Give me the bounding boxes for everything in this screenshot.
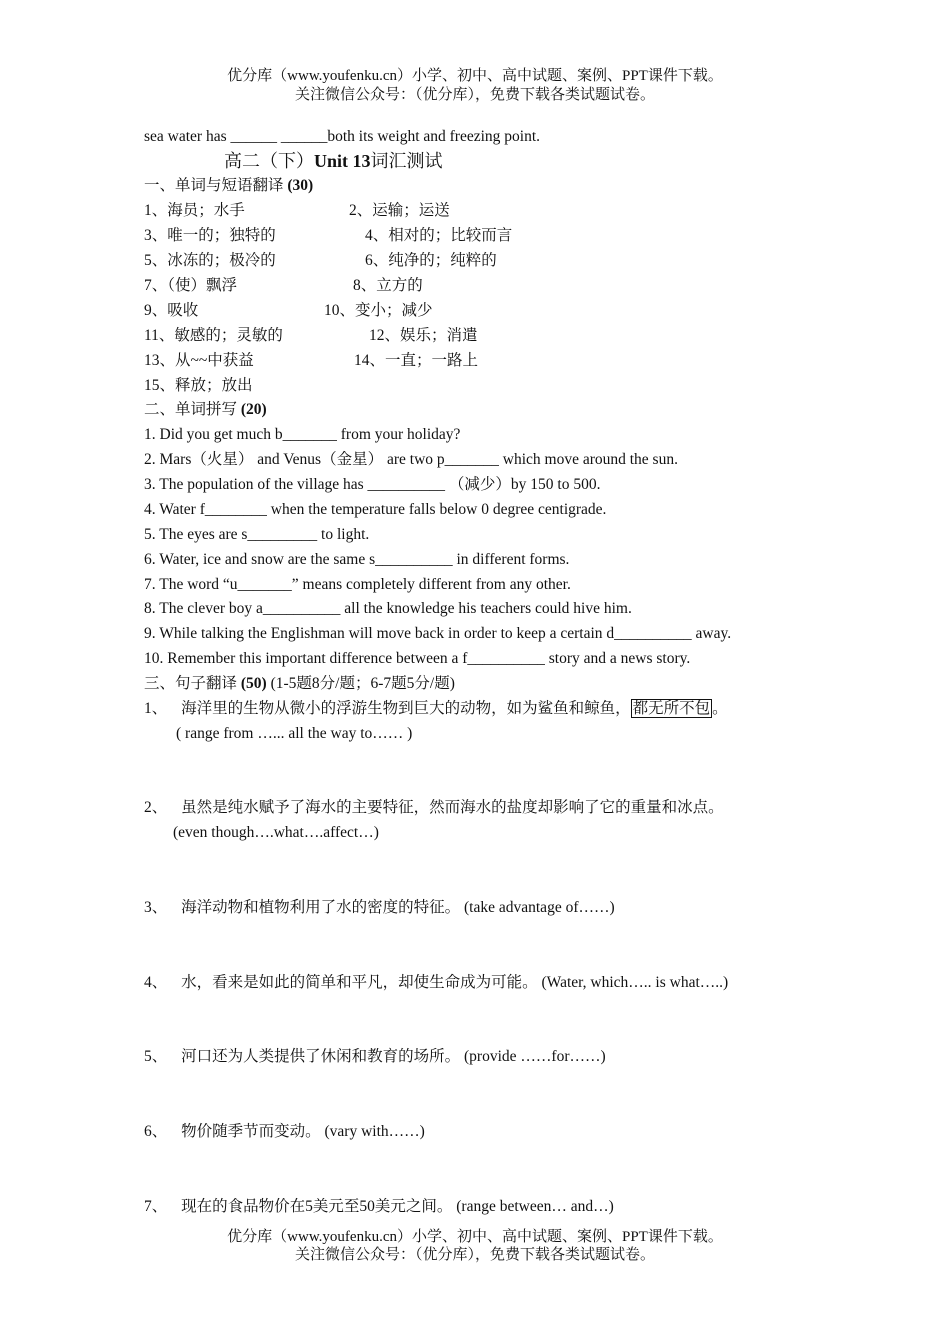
item-text: 海洋动物和植物利用了水的密度的特征。 (take advantage of……): [181, 899, 615, 916]
title-suffix: 词汇测试: [370, 151, 443, 171]
vocab-item: 4、相对的；比较而言: [365, 227, 513, 244]
carryover-line: sea water has ______ ______both its weight and freezing point.: [144, 128, 541, 145]
vocab-item: 7、（使）飘浮: [144, 277, 238, 294]
vocab-row: [144, 351, 479, 371]
section1-score: (30): [287, 177, 314, 194]
header-line-1: 优分库（www.youfenku.cn）小学、初中、高中试题、案例、PPT课件下载。: [227, 68, 723, 84]
item-number: 7、: [144, 1198, 168, 1215]
translation-item: [144, 1047, 606, 1067]
spelling-item: 4. Water f________ when the temperature falls below 0 degree centigrade.: [144, 501, 607, 518]
translation-item: [144, 1197, 614, 1217]
vocab-item: 12、娱乐；消遣: [369, 327, 478, 344]
title-unit: Unit 13: [314, 151, 371, 171]
section3-note: (1-5题8分/题；6-7题5分/题): [266, 675, 455, 692]
vocab-item: 9、吸收: [144, 302, 199, 319]
section1-heading: [144, 176, 313, 196]
section3-heading: [144, 674, 455, 694]
vocab-item: 14、一直；一路上: [354, 352, 479, 369]
spelling-item: 9. While talking the Englishman will move back in order to keep a certain d__________ away.: [144, 625, 732, 642]
title-prefix: 高二（下）: [224, 151, 314, 171]
item-number: 5、: [144, 1048, 168, 1065]
translation-item: [144, 973, 728, 993]
footer-line-1: 优分库（www.youfenku.cn）小学、初中、高中试题、案例、PPT课件下载。: [227, 1229, 723, 1245]
item-number: 2、: [144, 799, 168, 816]
item-number: 3、: [144, 899, 168, 916]
spelling-item: 5. The eyes are s_________ to light.: [144, 526, 370, 543]
boxed-phrase: 都无所不包: [632, 700, 711, 717]
item-text: 海洋里的生物从微小的浮游生物到巨大的动物，如为鲨鱼和鲸鱼，: [181, 700, 631, 717]
item-text: 虽然是纯水赋予了海水的主要特征，然而海水的盐度却影响了它的重量和冰点。: [181, 799, 724, 816]
translation-item: [144, 1122, 425, 1142]
vocab-row: [144, 226, 513, 246]
spelling-item: 8. The clever boy a__________ all the knowledge his teachers could hive him.: [144, 600, 632, 617]
item-text: 水，看来是如此的简单和平凡，却使生命成为可能。 (Water, which….. is what…..): [181, 974, 729, 991]
vocab-item: 2、运输；运送: [349, 202, 450, 219]
section3-score: (50): [240, 675, 267, 692]
translation-hint: (even though….what….affect…): [173, 824, 379, 841]
page-title: [224, 151, 443, 171]
section1-heading-text: 一、单词与短语翻译: [144, 177, 288, 194]
vocab-item: 10、变小；减少: [324, 302, 433, 319]
translation-item: [144, 798, 724, 818]
translation-item: [144, 699, 728, 719]
spelling-item: 2. Mars（火星） and Venus（金星） are two p_______ which move around the sun.: [144, 451, 678, 468]
vocab-item: 3、唯一的；独特的: [144, 227, 276, 244]
vocab-row: [144, 251, 497, 271]
item-end: 。: [712, 700, 728, 717]
item-number: 4、: [144, 974, 168, 991]
section2-heading-text: 二、单词拼写: [144, 401, 241, 418]
item-text: 河口还为人类提供了休闲和教育的场所。 (provide ……for……): [181, 1048, 606, 1065]
vocab-row: [144, 201, 450, 221]
item-number: 1、: [144, 700, 168, 717]
spelling-item: 7. The word “u_______” means completely different from any other.: [144, 576, 571, 593]
vocab-row: [144, 301, 433, 321]
vocab-item: 5、冰冻的；极冷的: [144, 252, 276, 269]
vocab-item: 8、立方的: [353, 277, 423, 294]
spelling-item: 3. The population of the village has __________ （减少）by 150 to 500.: [144, 476, 601, 493]
spelling-item: 10. Remember this important difference between a f__________ story and a news story.: [144, 650, 691, 667]
header-line-2: 关注微信公众号：（优分库），免费下载各类试题试卷。: [294, 87, 655, 103]
vocab-row: [144, 326, 478, 346]
vocab-item: 15、释放；放出: [144, 377, 253, 394]
translation-hint: ( range from …... all the way to…… ): [176, 725, 413, 742]
item-text: 物价随季节而变动。 (vary with……): [181, 1123, 425, 1140]
vocab-item: 6、纯净的；纯粹的: [365, 252, 497, 269]
vocab-row: [144, 376, 253, 396]
vocab-item: 13、从~~中获益: [144, 352, 254, 369]
item-number: 6、: [144, 1123, 168, 1140]
spelling-item: 6. Water, ice and snow are the same s__________ in different forms.: [144, 551, 570, 568]
vocab-row: [144, 276, 423, 296]
vocab-item: 11、敏感的；灵敏的: [144, 327, 283, 344]
translation-item: [144, 898, 615, 918]
footer-line-2: 关注微信公众号：（优分库），免费下载各类试题试卷。: [294, 1247, 655, 1263]
section2-score: (20): [240, 401, 267, 418]
section2-heading: [144, 400, 267, 420]
vocab-item: 1、海员；水手: [144, 202, 245, 219]
item-text: 现在的食品物价在5美元至50美元之间。 (range between… and…): [181, 1198, 614, 1215]
section3-heading-text: 三、句子翻译: [144, 675, 241, 692]
spelling-item: 1. Did you get much b_______ from your holiday?: [144, 426, 461, 443]
